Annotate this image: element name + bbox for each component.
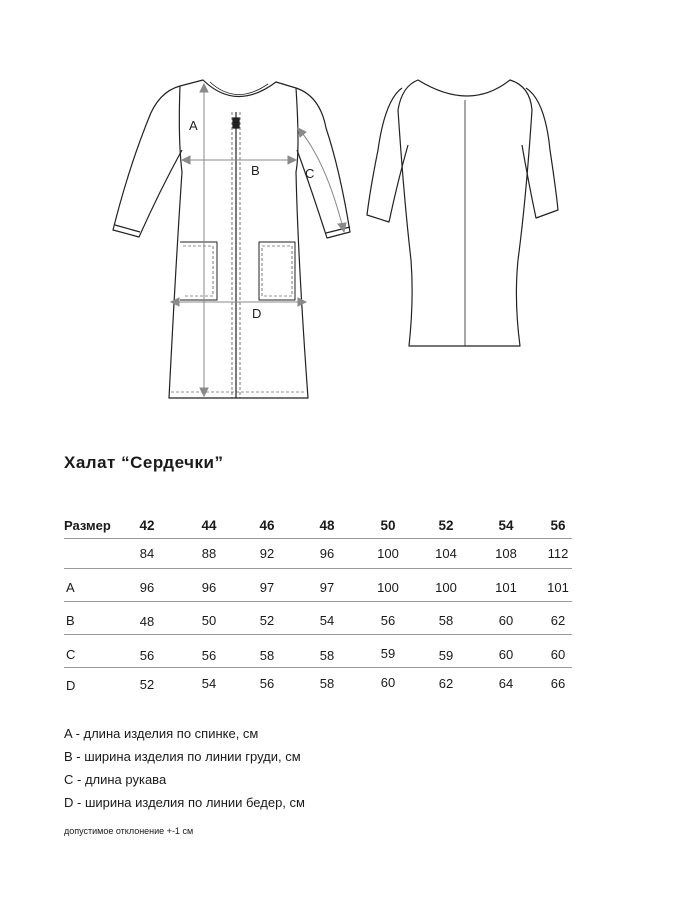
product-title: Халат “Сердечки” [64,453,224,472]
size-50: 50 [380,518,396,533]
table-cell: 59 [380,646,396,661]
size-44: 44 [201,518,217,533]
row-label-c: C [66,647,76,662]
table-cell: 62 [438,676,454,691]
row-label-a: A [66,580,75,595]
size-52: 52 [438,518,454,533]
sketch-label-c: C [305,166,315,181]
table-cell: 58 [259,648,275,663]
table-cell: 88 [201,546,217,561]
table-cell: 92 [259,546,275,561]
table-cell: 97 [319,580,335,595]
table-cell: 56 [259,676,275,691]
left-pocket [180,242,217,300]
sketch-label-d: D [252,306,262,321]
tolerance-note: допустимое отклонение +-1 см [64,826,194,836]
size-42: 42 [139,518,155,533]
table-rule [64,568,572,569]
size-46: 46 [259,518,275,533]
legend-item: C - длина рукава [64,772,167,787]
table-cell: 104 [435,546,457,561]
table-cell: 60 [550,647,566,662]
legend-item: B - ширина изделия по линии груди, см [64,749,301,764]
legend-item: D - ширина изделия по линии бедер, см [64,795,305,810]
back-right-sleeve [522,88,558,218]
row-label-b: B [66,613,75,628]
table-cell: 100 [435,580,457,595]
table-cell: 54 [319,613,335,628]
size-56: 56 [550,518,566,533]
table-cell: 100 [377,546,399,561]
table-cell: 108 [495,546,517,561]
table-cell: 59 [438,648,454,663]
table-cell: 52 [259,613,275,628]
size-48: 48 [319,518,335,533]
legend-item: A - длина изделия по спинке, см [64,726,259,741]
front-left-sleeve [113,86,182,237]
sketch-label-b: B [251,163,260,178]
table-cell: 112 [547,546,569,561]
table-cell: 101 [547,580,569,595]
table-cell: 60 [380,675,396,690]
table-cell: 97 [259,580,275,595]
table-cell: 58 [438,613,454,628]
row-label-d: D [66,678,76,693]
table-cell: 50 [201,613,217,628]
table-cell: 58 [319,648,335,663]
table-cell: 56 [380,613,396,628]
table-cell: 52 [139,677,155,692]
table-cell: 101 [495,580,517,595]
table-rule [64,601,572,602]
garment-sketch [0,0,675,440]
table-cell: 62 [550,613,566,628]
table-cell: 84 [139,546,155,561]
table-cell: 96 [319,546,335,561]
table-header-label: Размер [64,518,111,533]
table-cell: 66 [550,676,566,691]
table-rule [64,634,572,635]
table-cell: 60 [498,647,514,662]
table-cell: 54 [201,676,217,691]
table-cell: 56 [201,648,217,663]
back-left-sleeve [367,88,408,222]
size-54: 54 [498,518,514,533]
table-cell: 96 [201,580,217,595]
measurement-legend [64,726,305,818]
sketch-label-a: A [189,118,198,133]
table-rule [64,667,572,668]
table-cell: 100 [377,580,399,595]
front-right-sleeve [296,88,350,238]
table-cell: 96 [139,580,155,595]
table-cell: 58 [319,676,335,691]
table-cell: 64 [498,676,514,691]
table-cell: 48 [139,614,155,629]
table-rule [64,538,572,539]
right-pocket [259,242,295,300]
table-cell: 56 [139,648,155,663]
table-cell: 60 [498,613,514,628]
